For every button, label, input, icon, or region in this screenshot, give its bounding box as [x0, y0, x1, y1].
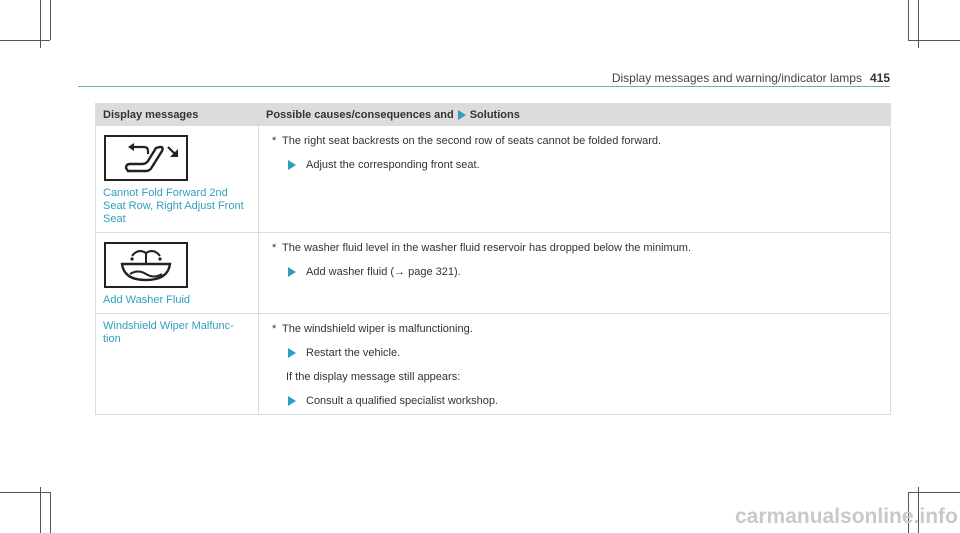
step-arrow-icon: [288, 348, 296, 358]
message-cell: [96, 233, 259, 314]
page-header-title: Display messages and warning/indicator lamps: [611, 71, 862, 85]
cause-text: [266, 241, 883, 255]
cause-text: [266, 134, 883, 148]
message-title: Cannot Fold Forward 2nd Seat Row, Right Adjust Front Seat: [103, 187, 244, 225]
crop-mark: [40, 487, 41, 533]
seat-fold-icon: [104, 135, 188, 181]
solution-step: [266, 158, 883, 172]
watermark: carmanualsonline.info: [735, 505, 958, 528]
solution-text: Consult a qualified specialist workshop.: [306, 395, 498, 407]
page-header: [612, 71, 890, 85]
table-header-row: [96, 104, 891, 126]
solution-text: Restart the vehicle.: [306, 347, 401, 359]
table-row: [96, 126, 891, 233]
solution-step: [266, 346, 883, 360]
col-header-messages: Display messages: [96, 104, 259, 126]
cause-cell: [259, 314, 891, 415]
solution-text: Add washer fluid (→ page 321).: [306, 266, 461, 278]
asterisk: *: [272, 135, 277, 147]
cause-sentence: The right seat backrests on the second row of seats cannot be folded forward.: [282, 135, 662, 147]
solution-text: Adjust the corresponding front seat.: [306, 159, 480, 171]
message-title: Windshield Wiper Malfunc- tion: [103, 320, 234, 345]
solution-step: [266, 265, 883, 279]
followup-note: If the display message still appears:: [286, 371, 461, 383]
asterisk: *: [272, 242, 277, 254]
cause-sentence: The windshield wiper is malfunctioning.: [282, 323, 473, 335]
col-header-causes-label: Possible causes/consequences and: [266, 108, 454, 121]
cause-text: [266, 322, 883, 336]
col-header-causes: [259, 104, 891, 126]
crop-mark: [50, 0, 51, 40]
step-arrow-icon: [288, 396, 296, 406]
cause-cell: [259, 126, 891, 233]
header-rule: [78, 86, 890, 87]
display-messages-table: [95, 103, 891, 415]
cause-sentence: The washer fluid level in the washer fluid reservoir has dropped below the minimum.: [282, 242, 692, 254]
table-row: [96, 233, 891, 314]
crop-mark: [908, 492, 960, 493]
crop-mark: [50, 492, 51, 533]
washer-fluid-icon: [104, 242, 188, 288]
solution-step: [266, 394, 883, 408]
crop-mark: [908, 40, 960, 41]
message-title: Add Washer Fluid: [103, 294, 191, 306]
message-cell: [96, 126, 259, 233]
crop-mark: [0, 40, 50, 41]
message-cell: [96, 314, 259, 415]
step-arrow-icon: [288, 267, 296, 277]
page-number: 415: [869, 71, 890, 85]
crop-mark: [0, 492, 50, 493]
arrow-right-icon: [458, 110, 466, 120]
table-row: [96, 314, 891, 415]
cause-cell: [259, 233, 891, 314]
crop-mark: [908, 0, 909, 40]
col-header-solutions-label: Solutions: [469, 108, 520, 121]
step-arrow-icon: [288, 160, 296, 170]
asterisk: *: [272, 323, 277, 335]
